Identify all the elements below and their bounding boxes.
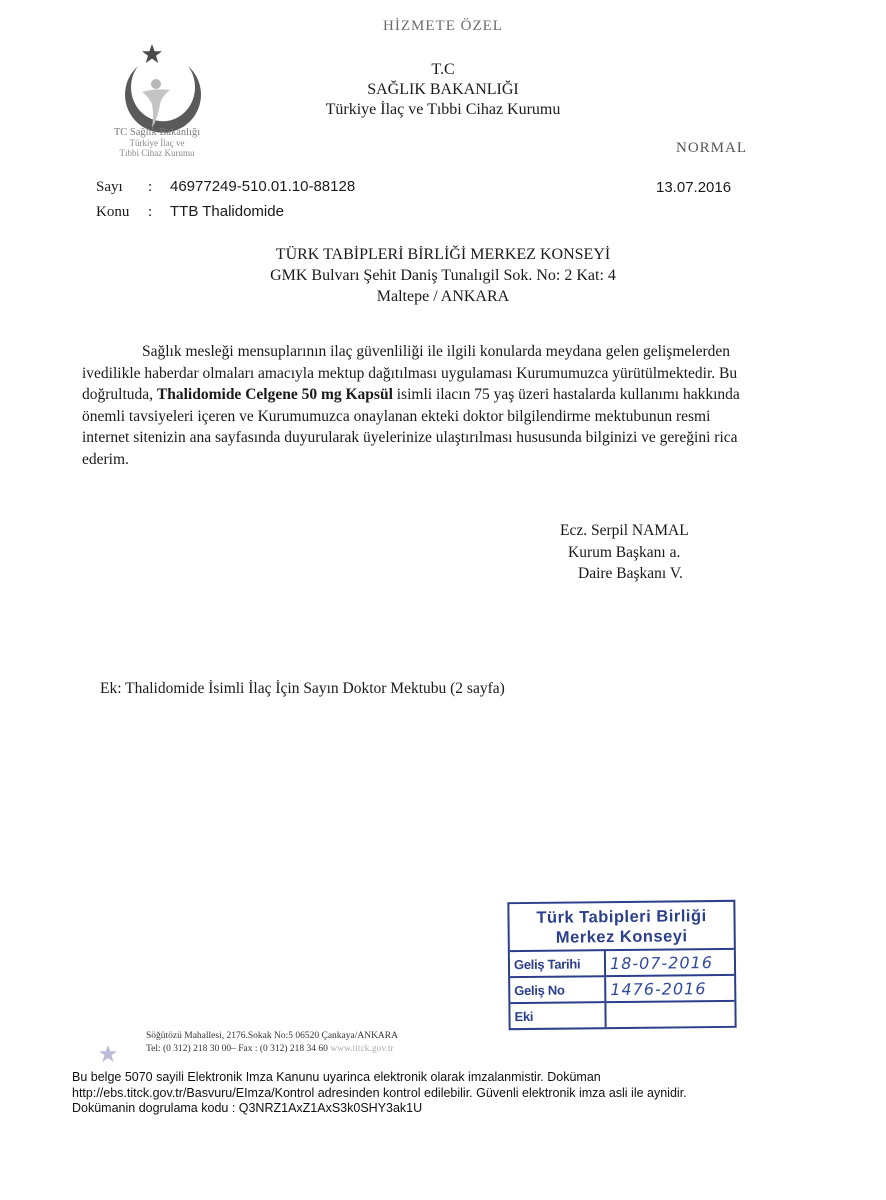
recipient-line1: TÜRK TABİPLERİ BİRLİĞİ MERKEZ KONSEYİ xyxy=(275,246,611,263)
receipt-stamp xyxy=(507,900,736,1030)
stamp-row xyxy=(510,1001,734,1028)
priority-label: NORMAL xyxy=(676,140,748,156)
drug-name-bold: Thalidomide Celgene 50 mg Kapsül xyxy=(156,386,393,403)
logo-text-main: TC Sağlık Bakanlığı xyxy=(113,127,201,138)
esign-line2: http://ebs.titck.gov.tr/Basvuru/EImza/Kontrol adresinden kontrol edilebilir. Güvenli elektronik imza asli ile aynidir. xyxy=(72,1085,687,1100)
reference-number-value: 46977249-510.01.10-88128 xyxy=(170,178,356,195)
footer-address xyxy=(146,1030,398,1056)
reference-number-row xyxy=(96,178,355,196)
signatory-name: Ecz. Serpil NAMAL xyxy=(560,522,689,539)
footer-address-line: Söğütözü Mahallesi, 2176.Sokak No:5 06520 Çankaya/ANKARA xyxy=(146,1031,398,1041)
body-paragraph xyxy=(82,341,750,470)
separator: : xyxy=(148,204,153,220)
signatory-title-1: Kurum Başkanı a. xyxy=(568,543,681,561)
esign-line1: Bu belge 5070 sayili Elektronik Imza Kanunu uyarinca elektronik olarak imzalanmistir. Doküman xyxy=(72,1070,601,1084)
letterhead xyxy=(200,60,686,120)
stamp-row-value: 18-07-2016 xyxy=(605,949,734,976)
signature-block xyxy=(560,520,730,585)
stamp-table xyxy=(510,948,735,1028)
stamp-row-value xyxy=(605,1001,734,1027)
letterhead-line3: Türkiye İlaç ve Tıbbi Cihaz Kurumu xyxy=(325,101,561,118)
footer-phone: Tel: (0 312) 218 30 00– Fax : (0 312) 218 34 60 xyxy=(146,1044,328,1054)
stamp-header xyxy=(509,902,733,950)
logo-caption xyxy=(82,128,232,158)
stamp-title-line1: Türk Tabipleri Birliği xyxy=(536,907,707,927)
subject-row xyxy=(96,203,284,221)
esign-line3: Dokümanin dogrulama kodu : Q3NRZ1AxZ1AxS3k0SHY3ak1U xyxy=(72,1101,423,1115)
stamp-title-line2: Merkez Konseyi xyxy=(555,927,688,947)
stamp-row-label: Geliş Tarihi xyxy=(510,950,605,977)
attachment-note: Ek: Thalidomide İsimli İlaç İçin Sayın Doktor Mektubu (2 sayfa) xyxy=(100,680,505,697)
recipient-line2: GMK Bulvarı Şehit Daniş Tunalıgil Sok. No: 2 Kat: 4 xyxy=(270,267,616,284)
letterhead-line1: T.C xyxy=(431,61,455,78)
subject-value: TTB Thalidomide xyxy=(170,203,284,220)
reference-number-label: Sayı xyxy=(96,179,123,195)
document-date: 13.07.2016 xyxy=(656,179,732,196)
separator: : xyxy=(148,179,153,195)
logo-text-sub1: Türkiye İlaç ve xyxy=(129,138,185,148)
signatory-title-2: Daire Başkanı V. xyxy=(578,565,683,582)
stamp-row-label: Geliş No xyxy=(510,976,605,1003)
stamp-row xyxy=(510,975,734,1003)
recipient-address xyxy=(200,244,686,307)
logo-text-sub2: Tıbbi Cihaz Kurumu xyxy=(119,148,195,158)
recipient-line3: Maltepe / ANKARA xyxy=(376,288,510,305)
classification-label: HİZMETE ÖZEL xyxy=(383,18,503,34)
letterhead-line2: SAĞLIK BAKANLIĞI xyxy=(367,81,519,98)
body-text-part1: Sağlık mesleği mensuplarının ilaç güvenliliği ile ilgili konularda meydana gelen gelişmelerden ivedilikle haberdar olmaları amacıyla mektup dağıtılması uygulaması Kurumumuzca yürütülmektedir. Bu doğrultuda, xyxy=(82,343,738,403)
subject-label: Konu xyxy=(96,204,130,220)
letter-body xyxy=(82,341,750,470)
body-text-part2: isimli ilacın 75 yaş üzeri hastalarda kullanımı hakkında önemli tavsiyeleri içeren ve Kurumumuzca onaylanan ekteki doktor bilgilendirme mektubunun resmi internet sitenizin ana sayfasında duyurularak üyelerinize ulaştırılması hususunda bilginizi ve gereğini rica ederim. xyxy=(82,386,740,468)
stamp-row xyxy=(510,949,734,977)
stamp-row-value: 1476-2016 xyxy=(605,975,734,1002)
footer-star-icon xyxy=(98,1044,118,1064)
stamp-row-label: Eki xyxy=(510,1002,605,1028)
footer-website: www.titck.gov.tr xyxy=(330,1044,394,1054)
e-signature-notice xyxy=(72,1070,792,1117)
